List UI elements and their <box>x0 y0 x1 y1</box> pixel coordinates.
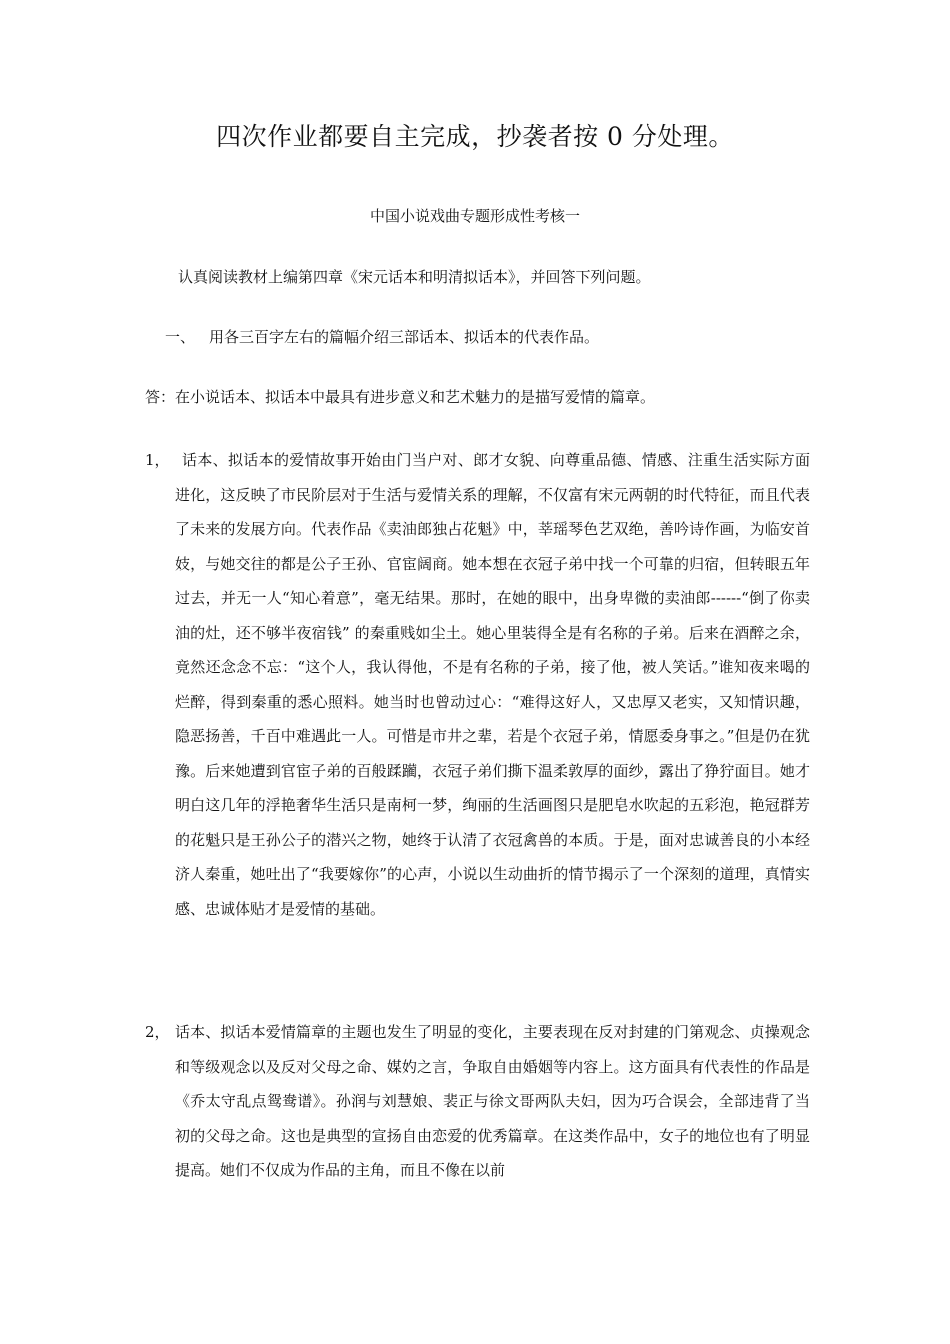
list-item-number: 2， <box>145 1023 170 1041</box>
answer-intro: 答：在小说话本、拟话本中最具有进步意义和艺术魅力的是描写爱情的篇章。 <box>145 388 656 406</box>
question-heading <box>165 326 599 348</box>
list-item <box>145 443 810 926</box>
list-item-number: 1， <box>145 451 170 469</box>
question-text: 用各三百字左右的篇幅介绍三部话本、拟话本的代表作品。 <box>209 328 600 346</box>
list-item-text: 话本、拟话本爱情篇章的主题也发生了明显的变化，主要表现在反对封建的门第观念、贞操观念和等级观念以及反对父母之命、媒妁之言，争取自由婚姻等内容上。这方面具有代表性的作品是《乔太守乱点鸳鸯谱》。孙润与刘慧娘、裴正与徐文哥两队夫妇，因为巧合误会，全部违背了当初的父母之命。这也是典型的宣扬自由恋爱的优秀篇章。在这类作品中，女子的地位也有了明显提高。她们不仅成为作品的主角，而且不像在以前 <box>175 1023 810 1179</box>
question-number: 一、 <box>165 328 196 346</box>
instruction-text: 认真阅读教材上编第四章《宋元话本和明清拟话本》，并回答下列问题。 <box>178 268 651 286</box>
page-title: 四次作业都要自主完成，抄袭者按 0 分处理。 <box>216 122 734 151</box>
document-subtitle: 中国小说戏曲专题形成性考核一 <box>369 207 580 225</box>
list-item-text: 话本、拟话本的爱情故事开始由门当户对、郎才女貌、向尊重品德、情感、注重生活实际方面进化，这反映了市民阶层对于生活与爱情关系的理解，不仅富有宋元两朝的时代特征，而且代表了未来的发展方向。代表作品《卖油郎独占花魁》中，莘瑶琴色艺双绝，善吟诗作画，为临安首妓，与她交往的都是公子王孙、官宦阔商。她本想在衣冠子弟中找一个可靠的归宿，但转眼五年过去，并无一人“知心着意”，毫无结果。那时，在她的眼中，出身卑微的卖油郎------“倒了你卖油的灶，还不够半夜宿钱” 的秦重贱如尘土。她心里装得全是有名称的子弟。后来在酒醉之余，竟然还念念不忘：“这个人，我认得他，不是有名称的子弟，接了他，被人笑话。”谁知夜来喝的烂醉，得到秦重的悉心照料。她当时也曾动过心：“难得这好人，又忠厚又老实，又知情识趣，隐恶扬善，千百中难遇此一人。可惜是市井之辈，若是个衣冠子弟，情愿委身事之。”但是仍在犹豫。后来她遭到官宦子弟的百般蹂躏，衣冠子弟们撕下温柔敦厚的面纱，露出了狰狞面目。她才明白这几年的浮艳奢华生活只是南柯一梦，绚丽的生活画图只是肥皂水吹起的五彩泡，艳冠群芳的花魁只是王孙公子的潜兴之物，她终于认清了衣冠禽兽的本质。于是，面对忠诚善良的小本经济人秦重，她吐出了“我要嫁你”的心声，小说以生动曲折的情节揭示了一个深刻的道理，真情实感、忠诚体贴才是爱情的基础。 <box>175 451 810 918</box>
list-item <box>145 1015 810 1188</box>
